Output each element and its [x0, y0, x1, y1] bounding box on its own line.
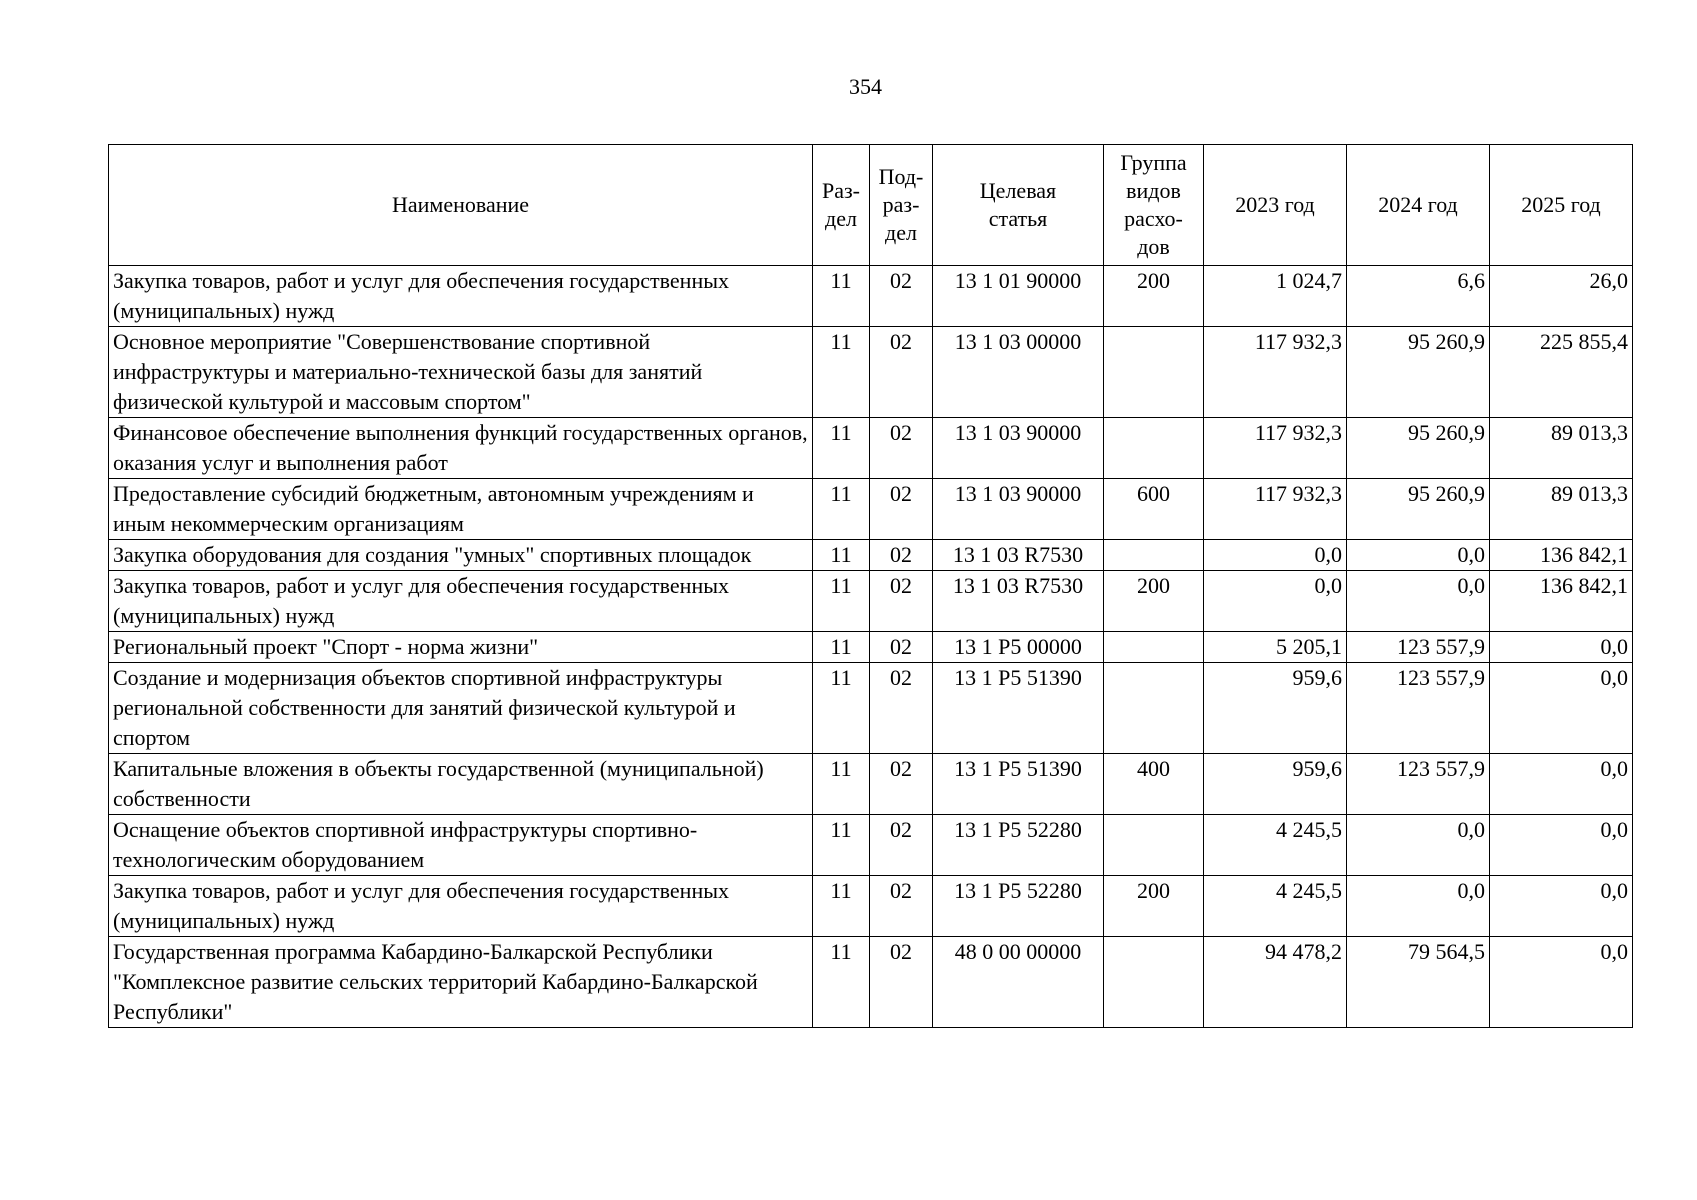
table-row [109, 266, 1633, 327]
cell-name: Предоставление субсидий бюджетным, автономным учреждениям и иным некоммерческим организациям [109, 479, 813, 540]
cell-subsection: 02 [870, 418, 933, 479]
cell-section: 11 [813, 663, 870, 754]
table-row [109, 663, 1633, 754]
table-header-row [109, 145, 1633, 266]
cell-target-article: 13 1 03 90000 [933, 479, 1104, 540]
table-row [109, 418, 1633, 479]
cell-2023: 94 478,2 [1204, 937, 1347, 1028]
cell-2024: 0,0 [1347, 815, 1490, 876]
cell-2025: 0,0 [1490, 815, 1633, 876]
cell-2025: 225 855,4 [1490, 327, 1633, 418]
cell-2025: 0,0 [1490, 754, 1633, 815]
cell-name: Создание и модернизация объектов спортивной инфраструктуры региональной собственности для занятий физической культурой и спортом [109, 663, 813, 754]
table-row [109, 754, 1633, 815]
cell-subsection: 02 [870, 937, 933, 1028]
cell-name: Региональный проект "Спорт - норма жизни" [109, 632, 813, 663]
cell-2025: 136 842,1 [1490, 571, 1633, 632]
cell-target-article: 48 0 00 00000 [933, 937, 1104, 1028]
cell-2023: 4 245,5 [1204, 876, 1347, 937]
header-target-article: Целевая статья [933, 145, 1104, 266]
cell-section: 11 [813, 937, 870, 1028]
cell-subsection: 02 [870, 327, 933, 418]
cell-2023: 4 245,5 [1204, 815, 1347, 876]
cell-2024: 95 260,9 [1347, 479, 1490, 540]
cell-subsection: 02 [870, 266, 933, 327]
header-2024: 2024 год [1347, 145, 1490, 266]
cell-target-article: 13 1 P5 52280 [933, 876, 1104, 937]
cell-target-article: 13 1 P5 51390 [933, 754, 1104, 815]
table-row [109, 632, 1633, 663]
cell-2024: 0,0 [1347, 571, 1490, 632]
header-subsection: Под- раз- дел [870, 145, 933, 266]
cell-name: Закупка оборудования для создания "умных" спортивных площадок [109, 540, 813, 571]
cell-section: 11 [813, 754, 870, 815]
cell-2023: 117 932,3 [1204, 327, 1347, 418]
cell-2023: 5 205,1 [1204, 632, 1347, 663]
cell-2024: 95 260,9 [1347, 327, 1490, 418]
cell-target-article: 13 1 P5 00000 [933, 632, 1104, 663]
cell-expense-group: 200 [1104, 266, 1204, 327]
cell-2023: 959,6 [1204, 663, 1347, 754]
table-row [109, 540, 1633, 571]
cell-expense-group: 400 [1104, 754, 1204, 815]
cell-2025: 89 013,3 [1490, 418, 1633, 479]
header-name: Наименование [109, 145, 813, 266]
cell-section: 11 [813, 327, 870, 418]
cell-subsection: 02 [870, 632, 933, 663]
cell-subsection: 02 [870, 876, 933, 937]
cell-expense-group [1104, 937, 1204, 1028]
cell-2023: 959,6 [1204, 754, 1347, 815]
cell-2024: 0,0 [1347, 876, 1490, 937]
cell-section: 11 [813, 571, 870, 632]
cell-2025: 89 013,3 [1490, 479, 1633, 540]
cell-section: 11 [813, 540, 870, 571]
cell-2024: 123 557,9 [1347, 632, 1490, 663]
cell-name: Оснащение объектов спортивной инфраструктуры спортивно-технологическим оборудованием [109, 815, 813, 876]
cell-subsection: 02 [870, 571, 933, 632]
cell-name: Государственная программа Кабардино-Балкарской Республики "Комплексное развитие сельских территорий Кабардино-Балкарской Республики" [109, 937, 813, 1028]
cell-target-article: 13 1 03 90000 [933, 418, 1104, 479]
table-row [109, 479, 1633, 540]
cell-2024: 6,6 [1347, 266, 1490, 327]
cell-section: 11 [813, 479, 870, 540]
cell-expense-group: 200 [1104, 876, 1204, 937]
cell-subsection: 02 [870, 754, 933, 815]
cell-2025: 0,0 [1490, 876, 1633, 937]
header-section: Раз- дел [813, 145, 870, 266]
cell-expense-group [1104, 327, 1204, 418]
cell-2024: 0,0 [1347, 540, 1490, 571]
table-body [109, 266, 1633, 1028]
cell-target-article: 13 1 03 00000 [933, 327, 1104, 418]
cell-name: Основное мероприятие "Совершенствование спортивной инфраструктуры и материально-технической базы для занятий физической культурой и массовым спортом" [109, 327, 813, 418]
table-row [109, 327, 1633, 418]
cell-2023: 1 024,7 [1204, 266, 1347, 327]
cell-name: Капитальные вложения в объекты государственной (муниципальной) собственности [109, 754, 813, 815]
cell-name: Финансовое обеспечение выполнения функций государственных органов, оказания услуг и выполнения работ [109, 418, 813, 479]
table-row [109, 876, 1633, 937]
cell-2025: 0,0 [1490, 663, 1633, 754]
cell-expense-group [1104, 632, 1204, 663]
cell-expense-group [1104, 815, 1204, 876]
cell-expense-group: 600 [1104, 479, 1204, 540]
cell-2023: 117 932,3 [1204, 418, 1347, 479]
cell-2025: 26,0 [1490, 266, 1633, 327]
header-expense-group: Группа видов расхо- дов [1104, 145, 1204, 266]
cell-target-article: 13 1 P5 51390 [933, 663, 1104, 754]
cell-subsection: 02 [870, 479, 933, 540]
cell-2023: 117 932,3 [1204, 479, 1347, 540]
cell-name: Закупка товаров, работ и услуг для обеспечения государственных (муниципальных) нужд [109, 876, 813, 937]
cell-2024: 123 557,9 [1347, 663, 1490, 754]
cell-2023: 0,0 [1204, 540, 1347, 571]
cell-section: 11 [813, 418, 870, 479]
page-number: 354 [849, 74, 882, 99]
cell-section: 11 [813, 876, 870, 937]
table-row [109, 815, 1633, 876]
cell-2025: 136 842,1 [1490, 540, 1633, 571]
cell-subsection: 02 [870, 540, 933, 571]
budget-table [108, 144, 1633, 1028]
cell-name: Закупка товаров, работ и услуг для обеспечения государственных (муниципальных) нужд [109, 571, 813, 632]
cell-2024: 123 557,9 [1347, 754, 1490, 815]
cell-expense-group [1104, 540, 1204, 571]
cell-name: Закупка товаров, работ и услуг для обеспечения государственных (муниципальных) нужд [109, 266, 813, 327]
cell-expense-group [1104, 418, 1204, 479]
cell-subsection: 02 [870, 815, 933, 876]
cell-target-article: 13 1 03 R7530 [933, 571, 1104, 632]
header-2025: 2025 год [1490, 145, 1633, 266]
cell-expense-group [1104, 663, 1204, 754]
table-row [109, 571, 1633, 632]
cell-2023: 0,0 [1204, 571, 1347, 632]
cell-2024: 95 260,9 [1347, 418, 1490, 479]
cell-2025: 0,0 [1490, 937, 1633, 1028]
table-row [109, 937, 1633, 1028]
header-2023: 2023 год [1204, 145, 1347, 266]
cell-subsection: 02 [870, 663, 933, 754]
cell-2025: 0,0 [1490, 632, 1633, 663]
cell-target-article: 13 1 03 R7530 [933, 540, 1104, 571]
cell-target-article: 13 1 01 90000 [933, 266, 1104, 327]
cell-2024: 79 564,5 [1347, 937, 1490, 1028]
cell-target-article: 13 1 P5 52280 [933, 815, 1104, 876]
cell-expense-group: 200 [1104, 571, 1204, 632]
cell-section: 11 [813, 266, 870, 327]
cell-section: 11 [813, 632, 870, 663]
cell-section: 11 [813, 815, 870, 876]
